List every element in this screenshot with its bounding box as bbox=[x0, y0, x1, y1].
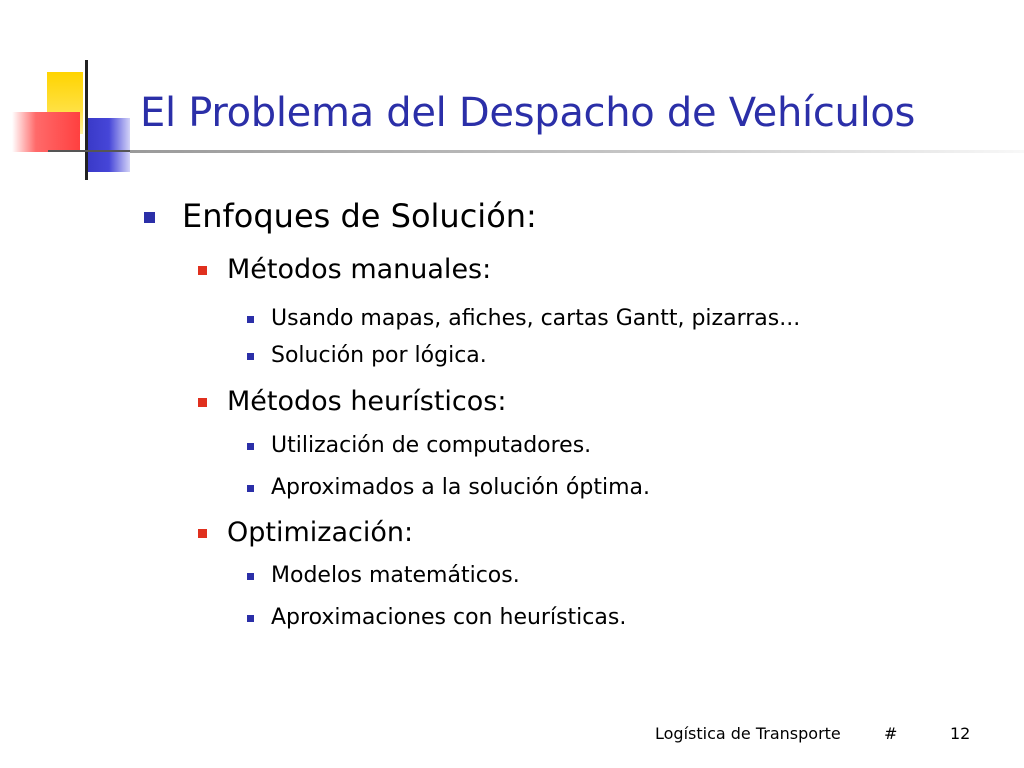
list-item-level1 bbox=[182, 197, 537, 235]
list-item-level3 bbox=[271, 306, 800, 331]
list-item-level2 bbox=[227, 254, 491, 285]
list-item-text: Solución por lógica. bbox=[271, 343, 487, 368]
list-item-level3 bbox=[271, 475, 650, 500]
footer-page-number: 12 bbox=[950, 724, 971, 743]
list-item-level2 bbox=[227, 386, 506, 417]
square-bullet-icon bbox=[247, 316, 254, 323]
square-bullet-icon bbox=[198, 266, 207, 275]
list-item-text: Modelos matemáticos. bbox=[271, 563, 520, 588]
list-item-text: Métodos heurísticos: bbox=[227, 386, 507, 417]
square-bullet-icon bbox=[144, 212, 155, 223]
list-item-level3 bbox=[271, 605, 626, 630]
square-bullet-icon bbox=[198, 398, 207, 407]
square-bullet-icon bbox=[247, 353, 254, 360]
list-item-level3 bbox=[271, 343, 487, 368]
list-item-level3 bbox=[271, 563, 520, 588]
list-item-text: Usando mapas, afiches, cartas Gantt, pizarras... bbox=[271, 306, 801, 331]
list-item-text: Utilización de computadores. bbox=[271, 433, 592, 458]
footer-hash: # bbox=[884, 724, 898, 743]
square-bullet-icon bbox=[247, 485, 254, 492]
list-item-level2 bbox=[227, 517, 413, 548]
list-item-text: Enfoques de Solución: bbox=[182, 197, 537, 235]
list-item-text: Métodos manuales: bbox=[227, 254, 492, 285]
list-item-text: Aproximados a la solución óptima. bbox=[271, 475, 650, 500]
slide-title: El Problema del Despacho de Vehículos bbox=[140, 90, 916, 136]
list-item-text: Optimización: bbox=[227, 517, 414, 548]
square-bullet-icon bbox=[247, 573, 254, 580]
footer-course-name: Logística de Transporte bbox=[655, 724, 841, 743]
square-bullet-icon bbox=[198, 529, 207, 538]
list-item-level3 bbox=[271, 433, 591, 458]
square-bullet-icon bbox=[247, 443, 254, 450]
square-bullet-icon bbox=[247, 615, 254, 622]
list-item-text: Aproximaciones con heurísticas. bbox=[271, 605, 627, 630]
